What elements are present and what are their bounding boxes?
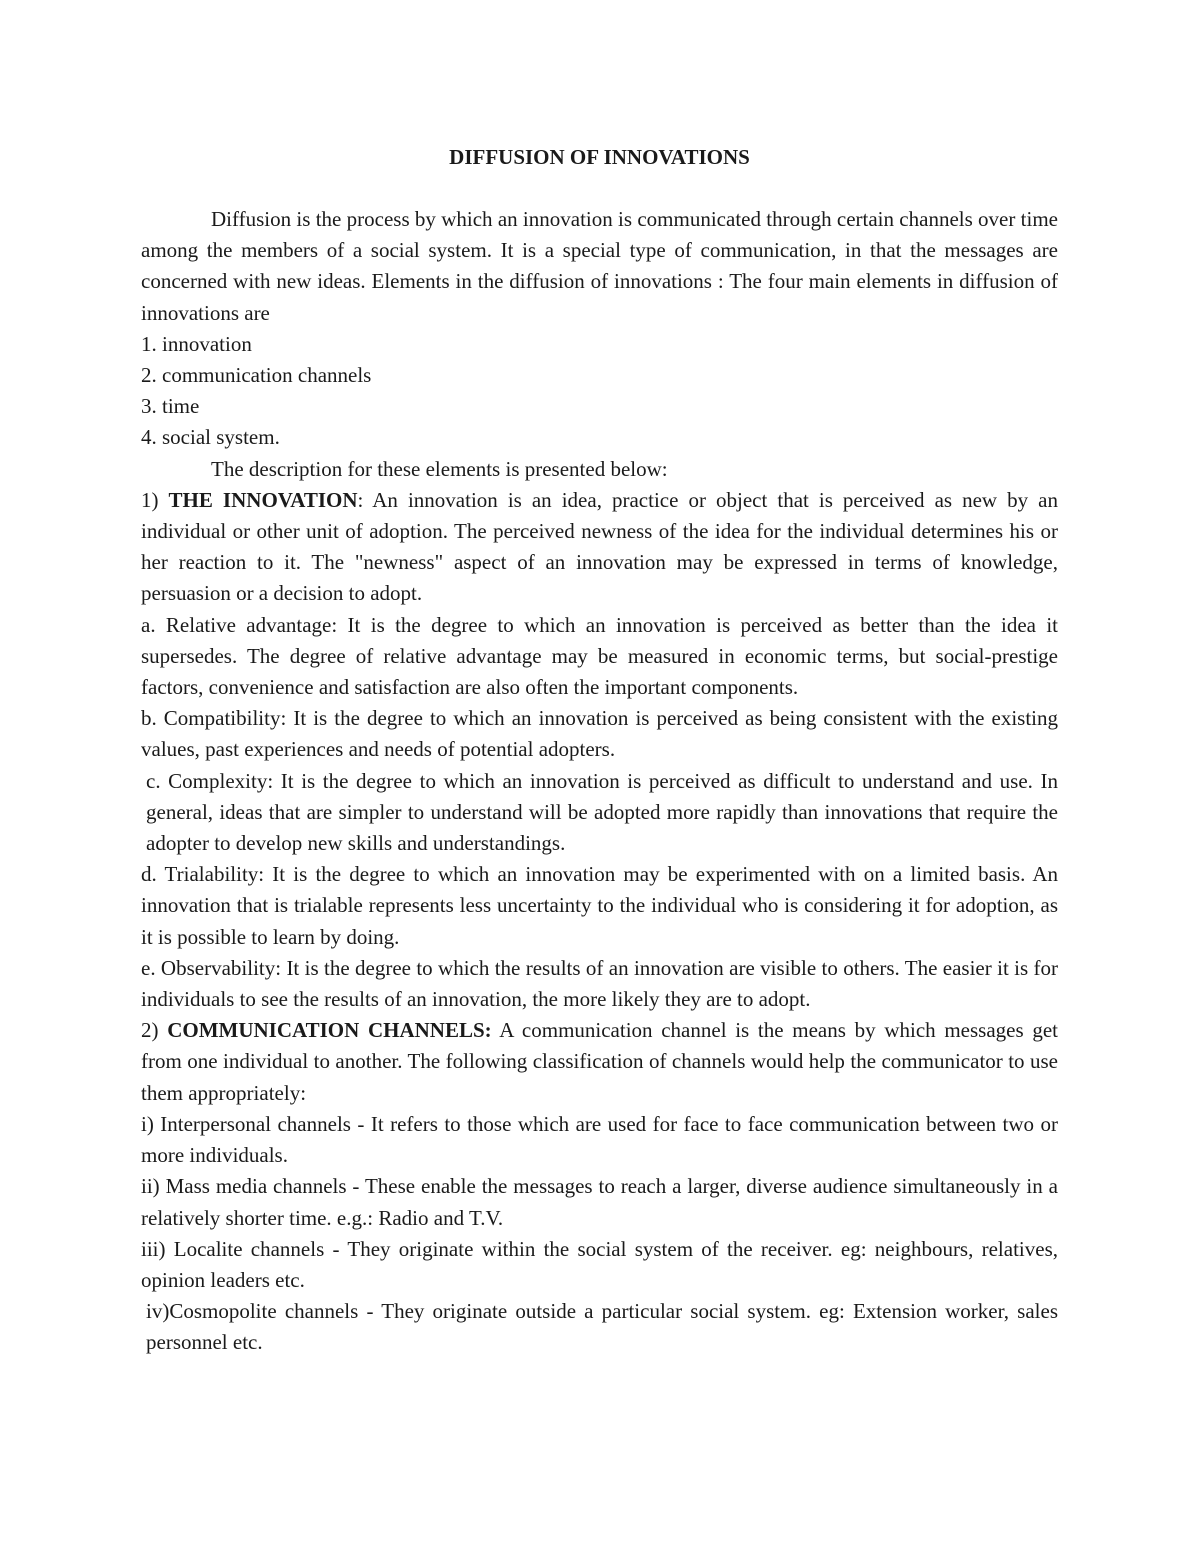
attribute-trialability: d. Trialability: It is the degree to which an innovation may be experimented with on a limited basis. An innovation that is trialable represents less uncertainty to the individual who is considering it for adoption, as it is possible to learn by doing. xyxy=(141,862,1058,949)
channel-cosmopolite: iv)Cosmopolite channels - They originate outside a particular social system. eg: Extension worker, sales personnel etc. xyxy=(146,1299,1058,1355)
channel-localite: iii) Localite channels - They originate within the social system of the receiver. eg: neighbours, relatives, opinion leaders etc. xyxy=(141,1236,1058,1292)
list-item: 2. communication channels xyxy=(141,363,372,388)
elements-list xyxy=(141,329,1058,454)
channels-text: A communication channel is the means by which messages get from one individual to another. The following classification of channels would help the communicator to use them appropriately: xyxy=(141,1018,1058,1105)
document-body xyxy=(141,142,1058,1359)
innovation-heading: THE INNOVATION xyxy=(168,487,358,512)
list-item: 3. time xyxy=(141,394,200,419)
attribute-relative-advantage: a. Relative advantage: It is the degree to which an innovation is perceived as better than the idea it supersedes. The degree of relative advantage may be measured in economic terms, but social-prestige factors, convenience and satisfaction are also often the important components. xyxy=(141,612,1058,700)
attribute-complexity: c. Complexity: It is the degree to which an innovation is perceived as difficult to understand and use. In general, ideas that are simpler to understand will be adopted more rapidly than innovations that require the adopter to develop new skills and understandings. xyxy=(146,768,1058,856)
intro-paragraph: Diffusion is the process by which an innovation is communicated through certain channels over time among the members of a social system. It is a special type of communication, in that the messages are concerned with new ideas. Elements in the diffusion of innovations : The four main elements in diffusion of innovations are xyxy=(141,207,1058,325)
channels-paragraph xyxy=(141,1015,1058,1109)
list-item: 4. social system. xyxy=(141,425,280,450)
document-title: DIFFUSION OF INNOVATIONS xyxy=(449,145,750,169)
attribute-compatibility: b. Compatibility: It is the degree to which an innovation is perceived as being consistent with the existing values, past experiences and needs of potential adopters. xyxy=(141,706,1058,762)
channels-heading: COMMUNICATION CHANNELS: xyxy=(167,1018,492,1043)
channels-prefix: 2) xyxy=(141,1018,168,1043)
innovation-prefix: 1) xyxy=(141,487,169,512)
innovation-paragraph xyxy=(141,485,1058,610)
attribute-observability: e. Observability: It is the degree to which the results of an innovation are visible to others. The easier it is for individuals to see the results of an innovation, the more likely they are to adopt. xyxy=(141,955,1058,1012)
description-intro: The description for these elements is presented below: xyxy=(211,456,668,481)
channel-mass-media: ii) Mass media channels - These enable the messages to reach a larger, diverse audience simultaneously in a relatively shorter time. e.g.: Radio and T.V. xyxy=(141,1174,1058,1230)
list-item: 1. innovation xyxy=(141,331,252,356)
channel-interpersonal: i) Interpersonal channels - It refers to those which are used for face to face communication between two or more individuals. xyxy=(141,1111,1058,1168)
innovation-text: : An innovation is an idea, practice or object that is perceived as new by an individual or other unit of adoption. The perceived newness of the idea for the individual determines his or her reaction to it. The "newness" aspect of an innovation may be expressed in terms of knowledge, persuasion or a decision to adopt. xyxy=(141,487,1059,606)
